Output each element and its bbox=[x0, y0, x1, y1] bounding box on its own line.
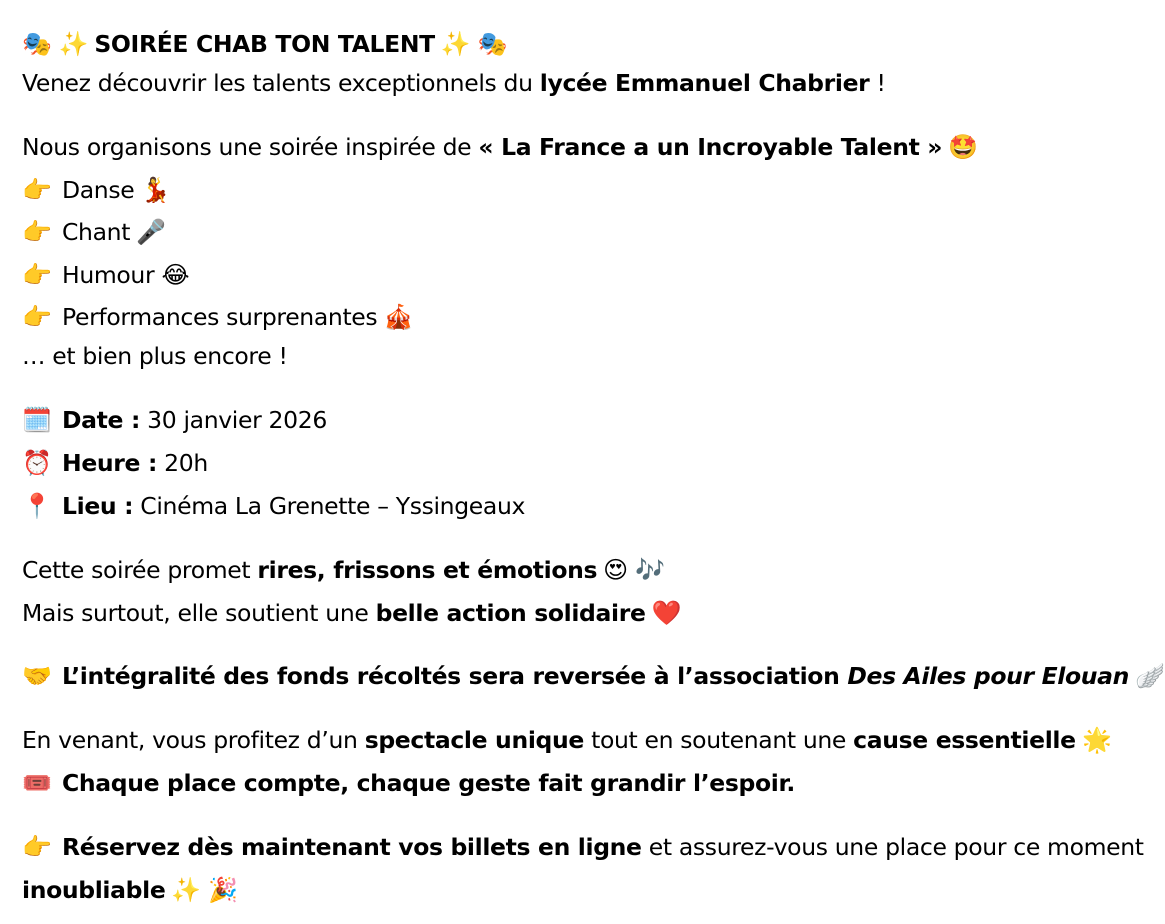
show-name: « La France a un Incroyable Talent » bbox=[478, 133, 943, 161]
laughing-face-icon: 😂 bbox=[161, 261, 190, 289]
detail-key: Heure : bbox=[62, 449, 157, 477]
association-name: Des Ailes pour Elouan bbox=[847, 662, 1130, 690]
glowing-star-icon: 🌟 bbox=[1081, 726, 1112, 754]
promise-bold: rires, frissons et émotions bbox=[257, 556, 598, 584]
category-label: Performances surprenantes bbox=[62, 303, 378, 331]
alarm-clock-icon: ⏰ bbox=[22, 449, 52, 477]
detail-key: Lieu : bbox=[62, 492, 134, 520]
category-item bbox=[22, 173, 1134, 207]
funds-bold: L’intégralité des fonds récoltés sera reversée à l’association bbox=[62, 662, 848, 690]
dancer-icon: 💃 bbox=[140, 176, 171, 204]
heart-eyes-music-icon: 😍 🎶 bbox=[603, 556, 665, 584]
booking-bold: Réservez dès maintenant vos billets en ligne bbox=[62, 833, 642, 861]
pointing-hand-icon: 👉 bbox=[22, 303, 52, 331]
booking-line-2 bbox=[22, 873, 1134, 907]
category-item bbox=[22, 300, 1134, 334]
promise-prefix: Cette soirée promet bbox=[22, 556, 258, 584]
solidarity-bold: belle action solidaire bbox=[375, 599, 646, 627]
inspiration-prefix: Nous organisons une soirée inspirée de bbox=[22, 133, 479, 161]
circus-tent-icon: 🎪 bbox=[383, 303, 414, 331]
ticket-icon: 🎟️ bbox=[22, 769, 52, 797]
school-name: lycée Emmanuel Chabrier bbox=[539, 69, 870, 97]
pointing-hand-icon: 👉 bbox=[22, 218, 52, 246]
detail-value: 20h bbox=[157, 449, 208, 477]
benefit-p1: En venant, vous profitez d’un bbox=[22, 726, 365, 754]
sparkles-theater-masks-icon: ✨ 🎭 bbox=[440, 30, 508, 58]
wing-icon: 🪽 bbox=[1135, 662, 1165, 690]
more-line bbox=[22, 339, 1134, 373]
pointing-hand-icon: 👉 bbox=[22, 261, 52, 289]
hope-bold: Chaque place compte, chaque geste fait grandir l’espoir. bbox=[62, 769, 795, 797]
handshake-icon: 🤝 bbox=[22, 662, 52, 690]
event-title: SOIRÉE CHAB TON TALENT bbox=[94, 30, 435, 58]
intro-prefix: Venez découvrir les talents exceptionnels du bbox=[22, 69, 540, 97]
category-label: Danse bbox=[62, 176, 135, 204]
booking-line bbox=[22, 830, 1144, 864]
category-label: Chant bbox=[62, 218, 131, 246]
booking-bold-2: inoubliable bbox=[22, 876, 166, 904]
calendar-icon: 🗓️ bbox=[22, 406, 52, 434]
hope-line bbox=[22, 766, 1134, 800]
star-struck-icon: 🤩 bbox=[948, 133, 978, 161]
intro-line bbox=[22, 66, 1134, 100]
funds-line bbox=[22, 659, 1165, 693]
detail-value: Cinéma La Grenette – Yssingeaux bbox=[133, 492, 526, 520]
detail-place bbox=[22, 489, 1134, 523]
benefit-b2: cause essentielle bbox=[853, 726, 1076, 754]
solidarity-line bbox=[22, 596, 1134, 630]
category-label: Humour bbox=[62, 261, 155, 289]
heart-icon: ❤️ bbox=[651, 599, 682, 627]
detail-value: 30 janvier 2026 bbox=[140, 406, 327, 434]
location-pin-icon: 📍 bbox=[22, 492, 52, 520]
title-line bbox=[22, 27, 1134, 61]
category-item bbox=[22, 258, 1134, 292]
detail-time bbox=[22, 446, 1134, 480]
more-text: … et bien plus encore ! bbox=[22, 342, 288, 370]
inspiration-line bbox=[22, 130, 1134, 164]
detail-date bbox=[22, 403, 1134, 437]
benefit-b1: spectacle unique bbox=[364, 726, 584, 754]
promise-line bbox=[22, 553, 1134, 587]
benefit-p2: tout en soutenant une bbox=[583, 726, 854, 754]
sparkles-party-popper-icon: ✨ 🎉 bbox=[171, 876, 238, 904]
pointing-hand-icon: 👉 bbox=[22, 833, 52, 861]
theater-masks-sparkles-icon: 🎭 ✨ bbox=[22, 30, 89, 58]
pointing-hand-icon: 👉 bbox=[22, 176, 52, 204]
benefit-line bbox=[22, 723, 1134, 757]
booking-rest: et assurez-vous une place pour ce moment bbox=[641, 833, 1144, 861]
intro-suffix: ! bbox=[869, 69, 886, 97]
category-item bbox=[22, 215, 1134, 249]
solidarity-prefix: Mais surtout, elle soutient une bbox=[22, 599, 376, 627]
microphone-icon: 🎤 bbox=[136, 218, 166, 246]
detail-key: Date : bbox=[62, 406, 141, 434]
